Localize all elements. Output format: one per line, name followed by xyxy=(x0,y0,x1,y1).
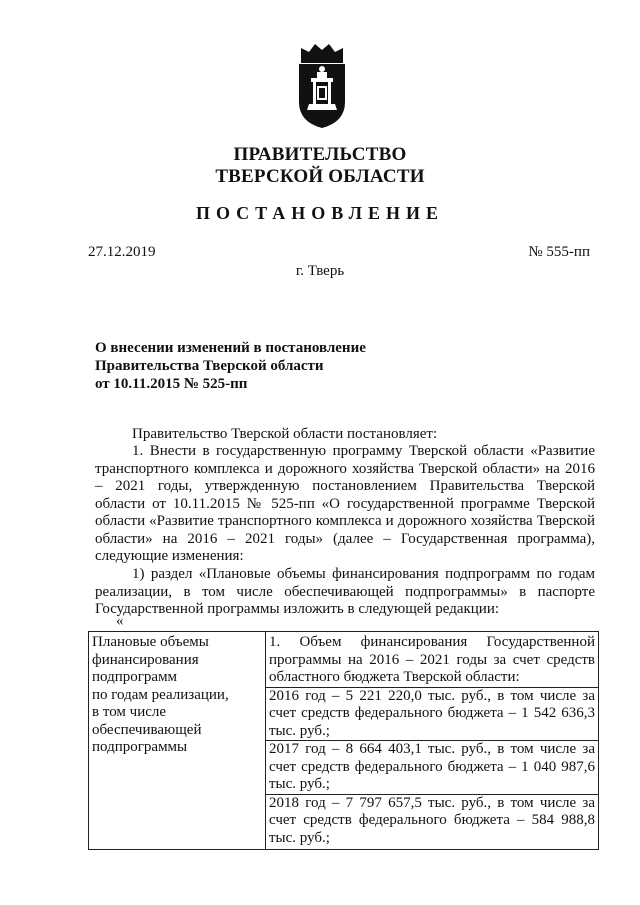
table-label-cell xyxy=(89,632,266,850)
document-date: 27.12.2019 xyxy=(88,244,156,260)
label-line: подпрограммы xyxy=(92,739,188,755)
organization-name-line1: ПРАВИТЕЛЬСТВО xyxy=(233,144,407,165)
subject-line: О внесении изменений в постановление xyxy=(95,340,366,356)
financing-year-2016: 2016 год – 5 221 220,0 тыс. руб., в том числе за счет средств федерального бюджета – 1 542 636,3 тыс. руб.; xyxy=(266,687,598,741)
subject-line: Правительства Тверской области xyxy=(95,358,324,374)
label-line: подпрограмм xyxy=(92,669,178,685)
body-paragraph-item1: 1. Внести в государственную программу Тверской области «Развитие транспортного комплекса и дорожного хозяйства Тверской области» на 2016 – 2021 годы, утвержденную постановлением Правительства Тверской области от 10.11.2015 № 525-пп «О государственной программе Тверской области «Развитие транспортного комплекса и дорожного хозяйства Тверской области» на 2016 – 2021 годы» (далее – Государственная программа), следующие изменения: xyxy=(95,443,595,564)
document-subject xyxy=(95,339,366,393)
table-value-cell xyxy=(266,632,599,850)
financing-year-2018: 2018 год – 7 797 657,5 тыс. руб., в том числе за счет средств федерального бюджета – 584 988,8 тыс. руб.; xyxy=(266,794,598,848)
financing-intro: 1. Объем финансирования Государственной программы на 2016 – 2021 годы за счет средств областного бюджета Тверской области: xyxy=(269,634,595,685)
document-type-title: ПОСТАНОВЛЕНИЕ xyxy=(195,203,445,223)
label-line: обеспечивающей xyxy=(92,721,202,738)
label-line: Плановые объемы xyxy=(92,634,209,650)
document-city: г. Тверь xyxy=(295,263,345,279)
label-line: по годам реализации, xyxy=(92,686,229,703)
body-paragraph-preamble: Правительство Тверской области постановляет: xyxy=(132,426,438,442)
opening-quote-mark: « xyxy=(116,613,124,629)
label-line: в том числе xyxy=(92,704,167,720)
document-number: № 555-пп xyxy=(528,244,590,260)
subject-line: от 10.11.2015 № 525-пп xyxy=(95,376,248,392)
financing-year-2017: 2017 год – 8 664 403,1 тыс. руб., в том числе за счет средств федерального бюджета – 1 040 987,6 тыс. руб.; xyxy=(266,740,598,794)
body-paragraph-subitem1: 1) раздел «Плановые объемы финансирования подпрограмм по годам реализации, в том числе обеспечивающей подпрограммы» в паспорте Государственной программы изложить в следующей редакции: xyxy=(95,566,595,617)
financing-table xyxy=(88,631,599,850)
table-row xyxy=(89,632,599,850)
label-line: финансирования xyxy=(92,651,199,668)
organization-name-line2: ТВЕРСКОЙ ОБЛАСТИ xyxy=(215,166,425,187)
tver-coat-of-arms-emblem xyxy=(293,42,351,130)
